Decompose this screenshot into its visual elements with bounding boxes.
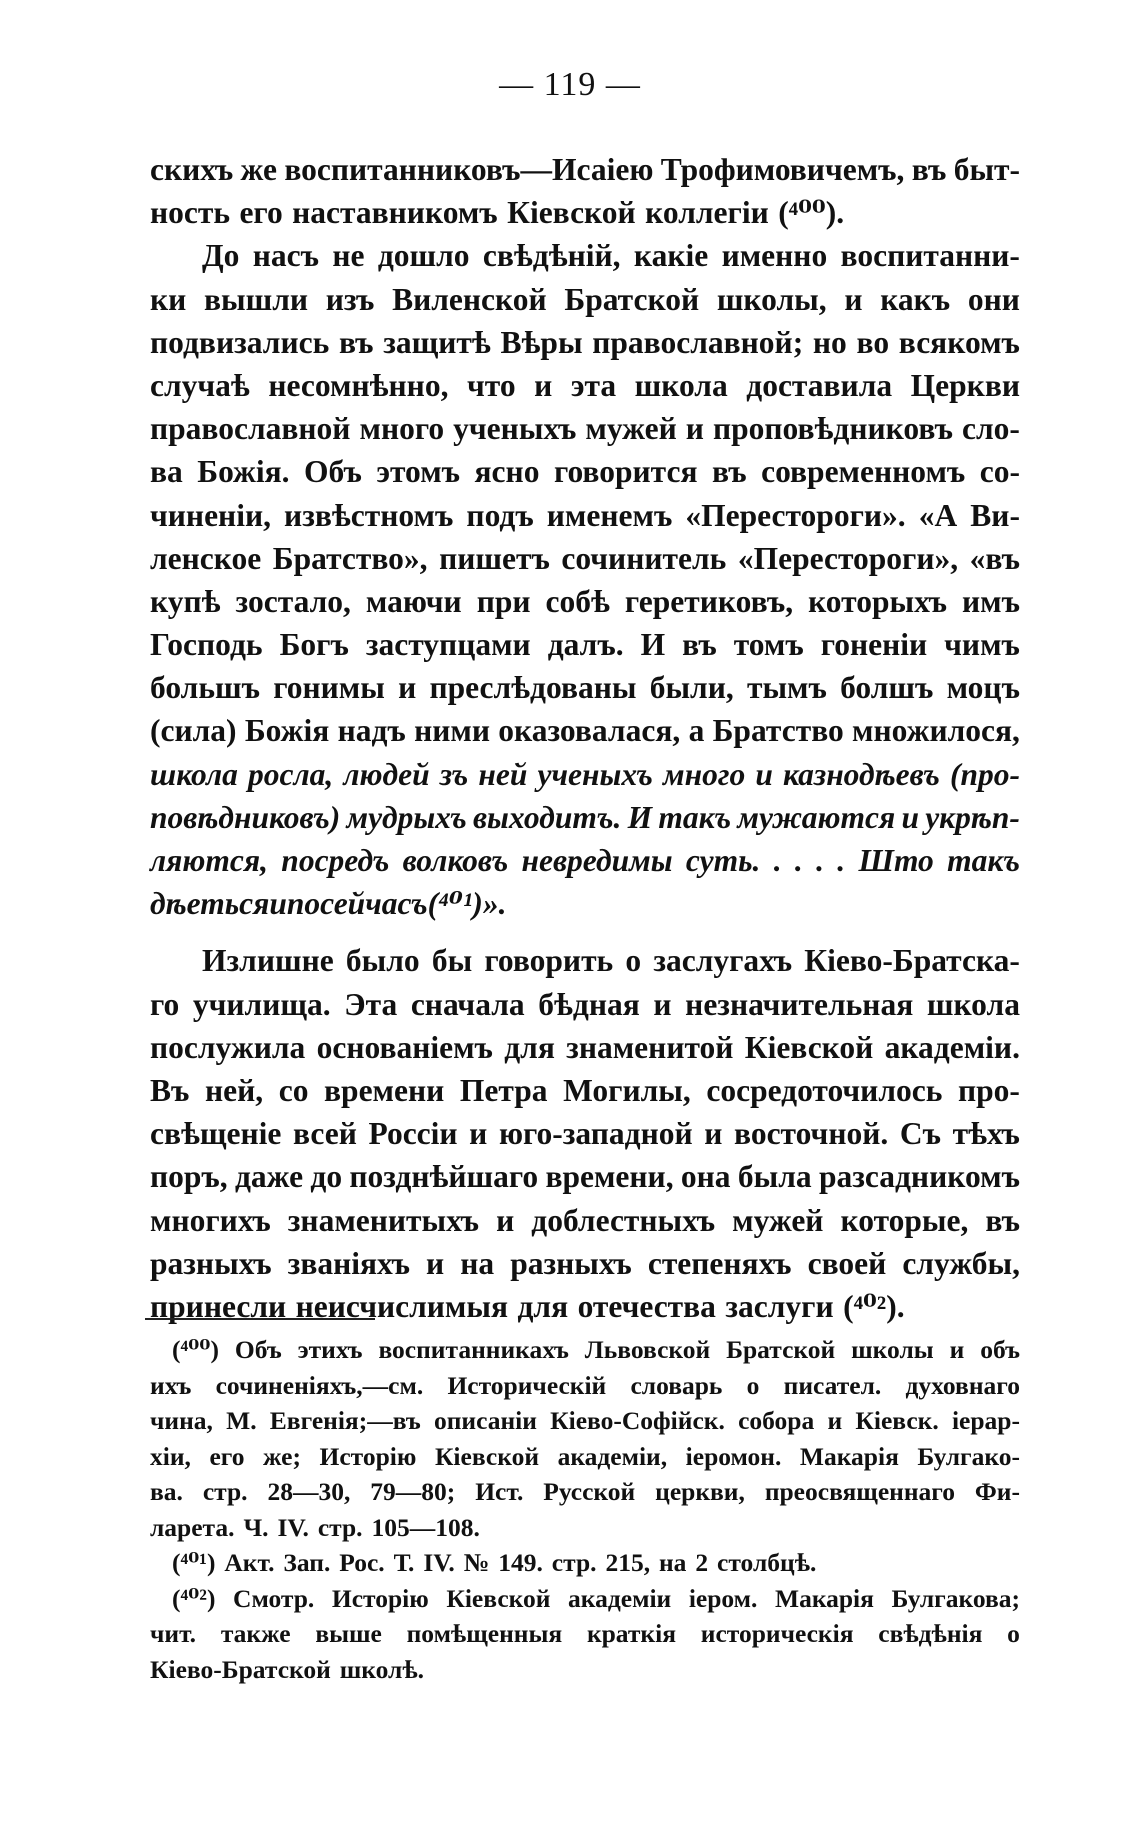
text-line: ки вышли изъ Виленской Братской школы, и какъ они	[150, 281, 1020, 317]
text-line: го училища. Эта сначала бѣдная и незначительная школа	[150, 986, 1020, 1022]
text-line-italic: дѣеться и по сей часъ (⁴⁰¹)».	[150, 886, 507, 922]
text-line: православной много ученыхъ мужей и проповѣдниковъ сло-	[150, 411, 1020, 447]
text-line: поръ, даже до позднѣйшаго времени, она была разсадникомъ	[150, 1159, 1020, 1195]
footnote-line: (⁴⁰⁰) Объ этихъ воспитанникахъ Львовской Братской школы и объ	[172, 1335, 1020, 1364]
text-line: (сила) Божія надъ ними оказовалася, а Братство множилося,	[150, 713, 1020, 749]
text-line: ленское Братство», пишетъ сочинитель «Перестороги», «въ	[150, 540, 1020, 576]
text-line: До насъ не дошло свѣдѣній, какіе именно воспитанни-	[202, 238, 1020, 274]
text-line: послужила основаніемъ для знаменитой Кіевской академіи.	[150, 1029, 1020, 1065]
footnote-line: хіи, его же; Исторію Кіевской академіи, іеромон. Макарія Булгако-	[150, 1441, 1020, 1471]
text-line-italic: повѣдниковъ) мудрыхъ выходитъ. И такъ мужаются и укрѣп-	[150, 799, 1020, 835]
text-line: Въ ней, со времени Петра Могилы, сосредоточилось про-	[150, 1072, 1020, 1108]
text-line: свѣщеніе всей Россіи и юго-западной и восточной. Съ тѣхъ	[150, 1116, 1020, 1152]
text-line: скихъ же воспитанниковъ—Исаіею Трофимовичемъ, въ быт-	[150, 152, 1020, 187]
footnote-line: чит. также выше помѣщенныя краткія историческія свѣдѣнія о	[150, 1619, 1020, 1648]
text-line: ва Божія. Объ этомъ ясно говорится въ современномъ со-	[150, 454, 1020, 490]
footnote-line: ва. стр. 28—30, 79—80; Ист. Русской церкви, преосвященнаго Фи-	[150, 1477, 1020, 1506]
text-line: ность его наставникомъ Кіевской коллегіи (⁴⁰⁰).	[150, 195, 845, 231]
text-line: разныхъ званіяхъ и на разныхъ степеняхъ своей службы,	[150, 1245, 1020, 1281]
text-line: многихъ знаменитыхъ и доблестныхъ мужей которые, въ	[150, 1202, 1020, 1238]
text-line: большъ гонимы и преслѣдованы были, тымъ болшъ моцъ	[150, 670, 1020, 706]
page-number: — 119 —	[499, 66, 641, 103]
footnote-line: чина, М. Евгенія;—въ описаніи Кіево-Софійск. собора и Кіевск. іерар-	[150, 1406, 1020, 1435]
text-line-italic: ляются, посредъ волковъ невредимы суть. . . . . Што такъ	[150, 843, 1020, 878]
footnote-line: (⁴⁰²) Смотр. Исторію Кіевской академіи іером. Макарія Булгакова;	[172, 1583, 1020, 1613]
footnotes	[150, 1332, 1020, 1687]
text-line-italic: школа росла, людей зъ ней ученыхъ много и казнодѣевъ (про-	[150, 756, 1020, 792]
footnote-line: (⁴⁰¹) Акт. Зап. Рос. Т. IV. № 149. стр. 215, на 2 столбцѣ.	[172, 1548, 817, 1577]
footnote-line: ихъ сочиненіяхъ,—см. Историческій словарь о писател. духовнаго	[150, 1370, 1020, 1400]
text-line: подвизались въ защитѣ Вѣры православной; но во всякомъ	[150, 324, 1020, 360]
footnote-line: ларета. Ч. IV. стр. 105—108.	[150, 1512, 480, 1542]
text-line: Господь Богъ заступцами далъ. И въ томъ гоненіи чимъ	[150, 627, 1020, 663]
text-line: чиненіи, извѣстномъ подъ именемъ «Перестороги». «А Ви-	[150, 497, 1020, 533]
text-line: Излишне было бы говорить о заслугахъ Кіево-Братска-	[202, 943, 1020, 979]
text-line: купѣ зостало, маючи при собѣ геретиковъ, которыхъ имъ	[150, 583, 1020, 619]
main-text	[150, 148, 1020, 1328]
text-line: принесли неисчислимыя для отечества заслуги (⁴⁰²).	[150, 1288, 905, 1324]
text-line: случаѣ несомнѣнно, что и эта школа доставила Церкви	[150, 367, 1020, 403]
footnote-line: Кіево-Братской школѣ.	[150, 1654, 425, 1684]
footnote-separator	[145, 1318, 375, 1320]
